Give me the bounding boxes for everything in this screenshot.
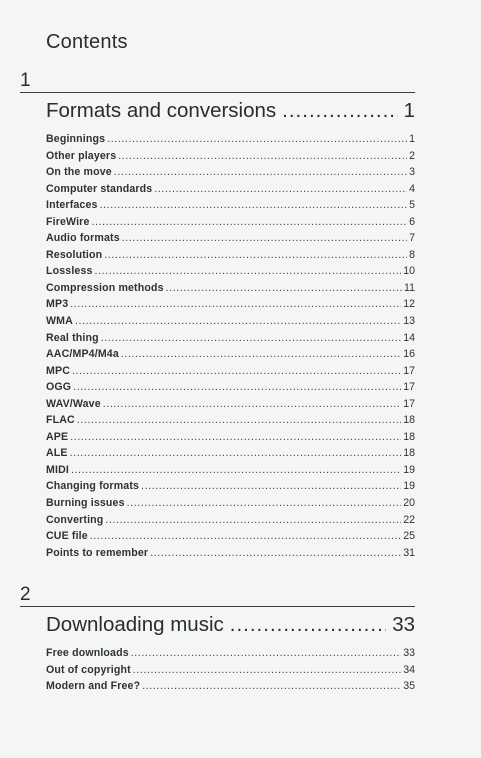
toc-entry-label: Out of copyright (46, 663, 131, 676)
toc-entry-page: 20 (403, 497, 415, 510)
toc-entry-page: 10 (403, 265, 415, 278)
leader-dots (118, 148, 407, 165)
toc-entry-label: MIDI (46, 463, 69, 476)
leader-dots (72, 363, 401, 380)
toc-entry[interactable] (46, 280, 415, 297)
toc-entry-page: 11 (404, 281, 415, 294)
toc-entry-label: FireWire (46, 215, 90, 228)
toc-entry[interactable] (46, 131, 415, 148)
toc-entry-page: 17 (403, 364, 415, 377)
chapter-heading (46, 611, 415, 639)
toc-entry[interactable] (46, 662, 415, 679)
toc-entry-page: 13 (403, 315, 415, 328)
toc-entry[interactable] (46, 545, 415, 562)
chapter-page: 1 (403, 99, 415, 122)
toc-entry-label: OGG (46, 381, 72, 394)
toc-entry[interactable] (46, 181, 415, 198)
toc-entry-label: MPC (46, 364, 70, 377)
toc-entry[interactable] (46, 512, 415, 529)
toc-entry[interactable] (46, 678, 415, 695)
leader-dots (104, 247, 407, 264)
toc-entry-page: 17 (403, 381, 415, 394)
toc-entry[interactable] (46, 528, 415, 545)
leader-dots (154, 181, 407, 198)
chapter-page: 33 (392, 613, 415, 636)
leader-dots (122, 230, 407, 247)
toc-entry-label: WMA (46, 315, 73, 328)
toc-entry[interactable] (46, 214, 415, 231)
toc-entry[interactable] (46, 462, 415, 479)
toc-entry-page: 19 (403, 463, 415, 476)
toc-entry-label: Resolution (46, 248, 103, 261)
toc-entry-page: 7 (409, 232, 415, 245)
chapter-2 (20, 584, 415, 695)
leader-dots (75, 313, 401, 330)
leader-dots (131, 645, 401, 662)
toc-entry[interactable] (46, 346, 415, 363)
leader-dots (105, 512, 401, 529)
toc-entry[interactable] (46, 645, 415, 662)
toc-entry[interactable] (46, 412, 415, 429)
toc-entry-label: Real thing (46, 331, 99, 344)
leader-dots (107, 131, 407, 148)
chapter-divider (20, 606, 415, 607)
toc-entry-label: Burning issues (46, 497, 125, 510)
toc-entry-label: WAV/Wave (46, 397, 101, 410)
toc-entry-label: Free downloads (46, 647, 129, 659)
toc-entry-page: 18 (403, 447, 415, 460)
toc-entry-page: 16 (403, 348, 415, 361)
toc-entry-label: ALE (46, 447, 68, 460)
toc-entry-page: 19 (403, 480, 415, 493)
toc-entry[interactable] (46, 330, 415, 347)
toc-entry-label: Beginnings (46, 133, 106, 145)
leader-dots (121, 346, 401, 363)
toc-entry-page: 4 (409, 182, 415, 195)
leader-dots (114, 164, 407, 181)
leader-dots (166, 280, 402, 297)
toc-entry-page: 31 (403, 546, 415, 559)
toc-entry-page: 18 (403, 430, 415, 443)
toc-entry-page: 14 (403, 331, 415, 344)
toc-entry-label: Points to remember (46, 546, 149, 559)
toc-entry-label: Other players (46, 149, 117, 162)
leader-dots (77, 412, 401, 429)
toc-entry-label: On the move (46, 166, 112, 179)
toc-entry-page: 33 (403, 647, 415, 659)
toc-entry-label: Changing formats (46, 480, 140, 493)
toc-entry-page: 18 (403, 414, 415, 427)
toc-entry-label: Modern and Free? (46, 680, 141, 693)
toc-entries (46, 645, 415, 695)
toc-entry-page: 1 (409, 133, 415, 145)
chapter-heading (46, 97, 415, 125)
toc-entry-page: 3 (409, 166, 415, 179)
leader-dots (103, 396, 401, 413)
leader-dots (100, 197, 408, 214)
toc-entries (46, 131, 415, 561)
toc-entry-page: 6 (409, 215, 415, 228)
toc-entry-page: 8 (409, 248, 415, 261)
toc-entry[interactable] (46, 396, 415, 413)
toc-entry-label: Audio formats (46, 232, 120, 245)
toc-entry-page: 35 (403, 680, 415, 693)
toc-entry[interactable] (46, 445, 415, 462)
chapter-number: 2 (20, 584, 31, 605)
leader-dots (282, 97, 397, 125)
toc-entry[interactable] (46, 313, 415, 330)
toc-entry[interactable] (46, 379, 415, 396)
toc-entry[interactable] (46, 363, 415, 380)
leader-dots (230, 611, 386, 639)
toc-entry[interactable] (46, 263, 415, 280)
leader-dots (133, 662, 401, 679)
toc-entry[interactable] (46, 247, 415, 264)
leader-dots (71, 462, 401, 479)
toc-entry[interactable] (46, 495, 415, 512)
toc-entry-label: AAC/MP4/M4a (46, 348, 119, 361)
toc-entry[interactable] (46, 478, 415, 495)
toc-entry[interactable] (46, 148, 415, 165)
toc-entry-page: 17 (403, 397, 415, 410)
leader-dots (150, 545, 401, 562)
toc-entry[interactable] (46, 429, 415, 446)
toc-entry-page: 22 (403, 513, 415, 526)
toc-entry-label: Converting (46, 513, 104, 526)
toc-entry-page: 34 (403, 663, 415, 676)
toc-entry-label: Lossless (46, 265, 93, 278)
toc-entry-label: Interfaces (46, 199, 98, 212)
toc-entry-label: Computer standards (46, 182, 153, 195)
toc-entry-page: 12 (403, 298, 415, 311)
toc-entry-label: CUE file (46, 530, 88, 543)
toc-entry-label: FLAC (46, 414, 75, 427)
chapter-number: 1 (20, 70, 31, 91)
toc-entry[interactable] (46, 296, 415, 313)
leader-dots (73, 379, 401, 396)
toc-entry[interactable] (46, 197, 415, 214)
leader-dots (90, 528, 401, 545)
leader-dots (70, 445, 402, 462)
page-title: Contents (46, 31, 128, 53)
toc-entry[interactable] (46, 230, 415, 247)
toc-entry-label: APE (46, 430, 69, 443)
toc-entry-page: 2 (409, 149, 415, 162)
leader-dots (141, 478, 401, 495)
toc-entry-page: 5 (409, 199, 415, 212)
leader-dots (70, 296, 401, 313)
toc-entry[interactable] (46, 164, 415, 181)
chapter-title: Formats and conversions (46, 99, 277, 122)
leader-dots (95, 263, 402, 280)
toc-entry-page: 25 (403, 530, 415, 543)
leader-dots (127, 495, 402, 512)
leader-dots (92, 214, 408, 231)
chapter-divider (20, 92, 415, 93)
toc-entry-label: MP3 (46, 298, 69, 311)
leader-dots (142, 678, 401, 695)
leader-dots (70, 429, 401, 446)
toc-entry-label: Compression methods (46, 281, 164, 294)
leader-dots (101, 330, 401, 347)
chapter-1 (20, 70, 415, 561)
chapter-title: Downloading music (46, 613, 224, 636)
